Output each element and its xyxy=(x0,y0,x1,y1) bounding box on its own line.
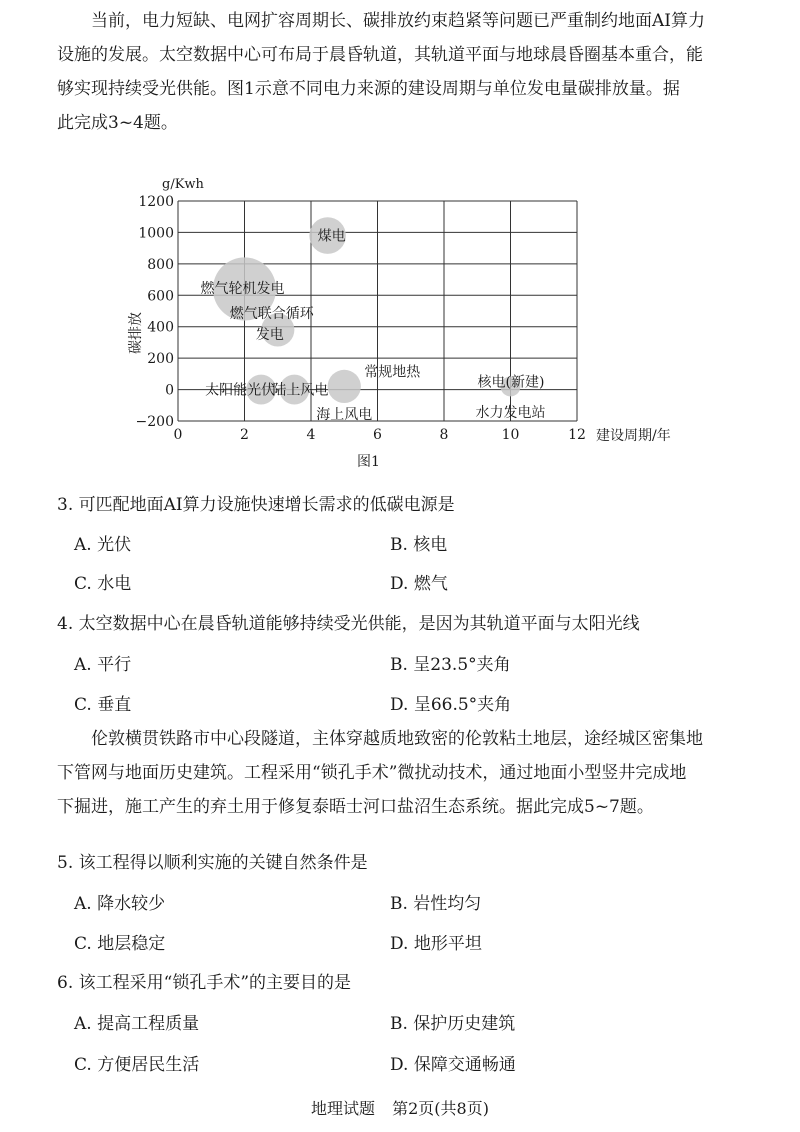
question-6-stem: 6. 该工程采用“锁孔手术”的主要目的是 xyxy=(57,973,352,993)
q3-option-b[interactable]: B. 核电 xyxy=(390,535,448,555)
bubble-chart xyxy=(110,168,710,468)
intro-line: 够实现持续受光供能。图1示意不同电力来源的建设周期与单位发电量碳排放量。据 xyxy=(57,79,680,99)
x-tick-label: 6 xyxy=(373,427,382,443)
q6-option-b[interactable]: B. 保护历史建筑 xyxy=(390,1014,516,1034)
chart-caption: 图1 xyxy=(357,454,380,468)
y-unit-label: g/Kwh xyxy=(162,177,204,192)
page-footer xyxy=(0,1096,800,1119)
bubble-mark xyxy=(328,370,361,403)
x-tick-label: 0 xyxy=(173,427,183,443)
intro-line: 下管网与地面历史建筑。工程采用“锁孔手术”微扰动技术，通过地面小型竖井完成地 xyxy=(57,763,687,783)
point-label: 常规地热 xyxy=(364,364,421,381)
intro-line: 下掘进，施工产生的弃土用于修复泰晤士河口盐沼生态系统。据此完成5~7题。 xyxy=(57,797,654,817)
question-5-stem: 5. 该工程得以顺利实施的关键自然条件是 xyxy=(57,853,368,873)
point-label: 陆上风电 xyxy=(272,382,329,399)
q3-option-d[interactable]: D. 燃气 xyxy=(390,574,448,594)
point-label: 燃气轮机发电 xyxy=(200,281,285,297)
point-label: 太阳能光伏 xyxy=(205,382,276,399)
question-4-stem: 4. 太空数据中心在晨昏轨道能够持续受光供能，是因为其轨道平面与太阳光线 xyxy=(57,614,640,634)
q4-option-c[interactable]: C. 垂直 xyxy=(74,695,132,715)
intro-passage-1 xyxy=(57,4,747,140)
footer-page-number: 第2页(共8页) xyxy=(392,1099,489,1118)
x-tick-label: 4 xyxy=(306,427,316,443)
y-tick-label: 200 xyxy=(147,351,174,368)
y-tick-label: 0 xyxy=(165,382,174,399)
point-label: 海上风电 xyxy=(316,407,373,423)
q4-option-d[interactable]: D. 呈66.5°夹角 xyxy=(390,695,512,715)
y-tick-label: 1200 xyxy=(138,194,174,210)
y-tick-label: −200 xyxy=(135,414,174,430)
point-label: 水力发电站 xyxy=(475,405,546,421)
y-tick-label: 800 xyxy=(147,256,174,273)
point-label: 煤电 xyxy=(317,228,346,245)
q5-option-d[interactable]: D. 地形平坦 xyxy=(390,934,482,954)
x-tick-label: 8 xyxy=(439,427,449,443)
intro-line: 此完成3~4题。 xyxy=(57,113,178,133)
intro-line: 伦敦横贯铁路市中心段隧道，主体穿越质地致密的伦敦粘土地层，途经城区密集地 xyxy=(91,729,703,749)
point-label: 核电(新建) xyxy=(477,374,545,391)
y-tick-label: 600 xyxy=(147,288,174,305)
point-label: 燃气联合循环 xyxy=(229,305,314,322)
y-tick-label: 400 xyxy=(147,319,174,336)
x-axis-label: 建设周期/年 xyxy=(596,428,671,444)
q5-option-b[interactable]: B. 岩性均匀 xyxy=(390,894,482,914)
point-label: 发电 xyxy=(255,326,284,343)
intro-passage-2 xyxy=(57,722,747,824)
q6-option-a[interactable]: A. 提高工程质量 xyxy=(74,1014,200,1034)
q3-option-a[interactable]: A. 光伏 xyxy=(74,535,132,555)
q4-option-a[interactable]: A. 平行 xyxy=(74,655,132,675)
x-tick-label: 10 xyxy=(501,427,520,443)
q3-option-c[interactable]: C. 水电 xyxy=(74,574,132,594)
chart-point-labels xyxy=(201,228,546,423)
y-tick-label: 1000 xyxy=(138,225,174,242)
q5-option-a[interactable]: A. 降水较少 xyxy=(74,894,166,914)
y-axis-label: 碳排放 xyxy=(128,312,144,354)
intro-line: 当前，电力短缺、电网扩容周期长、碳排放约束趋紧等问题已严重制约地面AI算力 xyxy=(91,11,705,31)
q6-option-c[interactable]: C. 方便居民生活 xyxy=(74,1055,200,1075)
footer-subject: 地理试题 xyxy=(311,1099,376,1118)
q4-option-b[interactable]: B. 呈23.5°夹角 xyxy=(390,655,511,675)
q6-option-d[interactable]: D. 保障交通畅通 xyxy=(390,1055,516,1075)
x-tick-label: 12 xyxy=(568,427,586,443)
q5-option-c[interactable]: C. 地层稳定 xyxy=(74,934,166,954)
question-3-stem: 3. 可匹配地面AI算力设施快速增长需求的低碳电源是 xyxy=(57,495,455,515)
intro-line: 设施的发展。太空数据中心可布局于晨昏轨道，其轨道平面与地球晨昏圈基本重合，能 xyxy=(57,45,703,65)
x-tick-label: 2 xyxy=(240,427,249,443)
